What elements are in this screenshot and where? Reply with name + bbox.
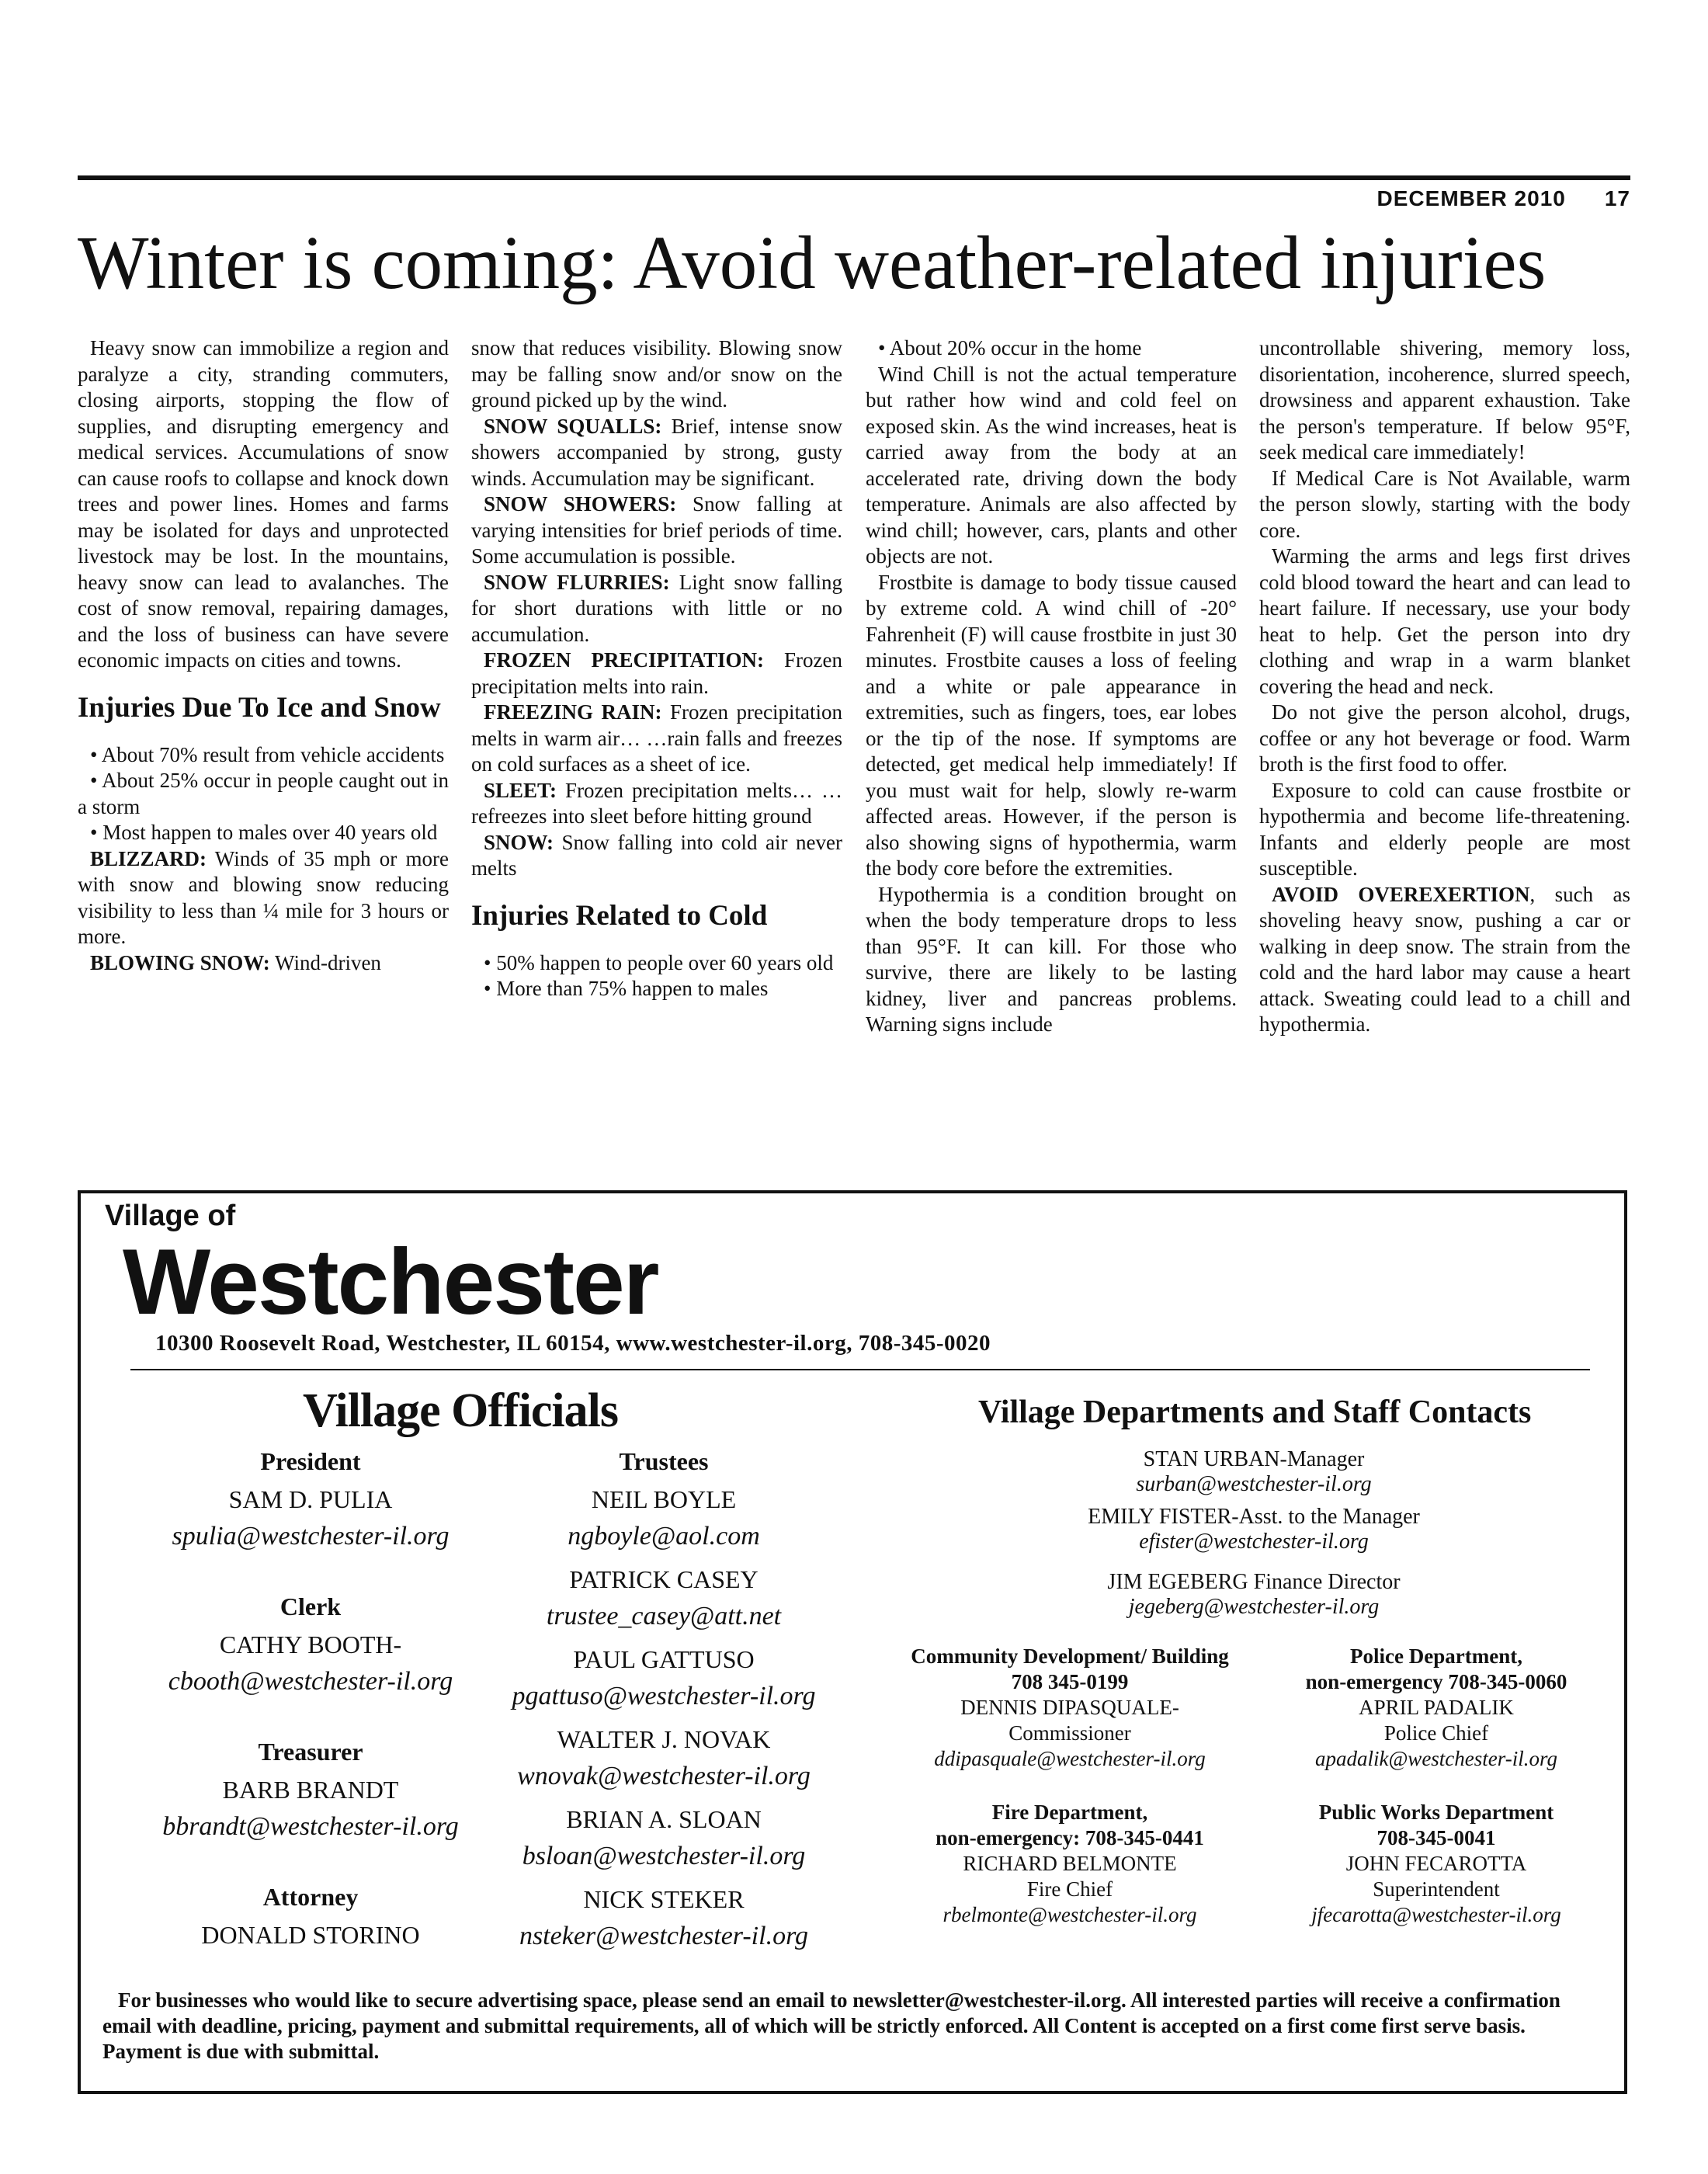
- definition-sleet: [471, 778, 842, 830]
- trustees-list: [462, 1447, 866, 1951]
- divider: [130, 1369, 1590, 1370]
- staff-contact: [1002, 1447, 1506, 1497]
- definition-text: Frozen precipitation melts in warm air… …rain falls and freezes on cold surfaces as a sheet of ice.: [471, 700, 842, 776]
- trustee-email[interactable]: bsloan@westchester-il.org: [522, 1842, 806, 1870]
- official-treasurer: [109, 1738, 512, 1842]
- term: AVOID OVEREXERTION: [1272, 882, 1530, 906]
- term: SLEET:: [484, 778, 557, 802]
- official-attorney: [109, 1883, 512, 1957]
- dept-title: Police Chief: [1383, 1721, 1489, 1745]
- paragraph: Frostbite is damage to body tissue caused by extreme cold. A wind chill of -20° Fahrenheit (F) will cause frostbite in just 30 minutes. Frostbite causes a loss of feeling and a white or pale appearance in extremities, such as fingers, toes, ear lobes or the tip of the nose. If symptoms are detected, get medical help immediately! If you must wait for help, slowly re-warm affected areas. However, if the person is also showing signs of hypothermia, warm the body core before the extremities.: [866, 570, 1237, 880]
- dept-phone: 708-345-0041: [1376, 1826, 1496, 1849]
- dept-contact: APRIL PADALIK: [1359, 1696, 1514, 1719]
- role-label: Clerk: [279, 1592, 342, 1620]
- village-address: 10300 Roosevelt Road, Westchester, IL 60154, www.westchester-il.org, 708-345-0020: [155, 1331, 991, 1356]
- paragraph-text: , such as shoveling heavy snow, pushing a car or walking in deep snow. The strain from the cold and the hard labor may cause a heart attack. Sweating could lead to a chill and hypothermia.: [1259, 882, 1630, 1036]
- definition-text: Brief, intense snow showers accompanied by strong, gusty winds. Accumulation may be significant.: [471, 414, 842, 490]
- official-name: DONALD STORINO: [201, 1921, 420, 1949]
- bullet-item: • About 20% occur in the home: [878, 336, 1142, 359]
- staff-name: EMILY FISTER-Asst. to the Manager: [1088, 1505, 1420, 1529]
- official-president: [109, 1447, 512, 1551]
- bullet-item: • 50% happen to people over 60 years old: [484, 950, 834, 974]
- definition-text: Frozen precipitation melts… …refreezes into sleet before hitting ground: [471, 778, 842, 828]
- paragraph: Wind Chill is not the actual temperature but rather how wind and cold feel on exposed skin. As the wind increases, heat is carried away from the body at an accelerated rate, driving down the body temperature. Animals are also affected by wind chill; however, cars, plants and other objects are not.: [866, 362, 1237, 568]
- trustee: [462, 1485, 866, 1551]
- page-number: 17: [1604, 186, 1630, 210]
- village-of-label: Village of: [105, 1200, 236, 1232]
- dept-community-development: [907, 1644, 1233, 1772]
- role-label: Attorney: [262, 1883, 359, 1911]
- trustee: [462, 1885, 866, 1951]
- trustee-name: WALTER J. NOVAK: [557, 1725, 771, 1753]
- staff-name: STAN URBAN-Manager: [1143, 1447, 1365, 1471]
- definition-frozen-precipitation: [471, 648, 842, 700]
- paragraph: Heavy snow can immobilize a region and paralyze a city, stranding commuters, closing airports, stopping the flow of supplies, and disrupting emergency and medical services. Accumulations of snow can cause roofs to collapse and knock down trees and power lines. Homes and farms may be isolated for days and unprotected livestock may be lost. In the mountains, heavy snow can lead to avalanches. The cost of snow removal, repairing damages, and the loss of business can have severe economic impacts on cities and towns.: [78, 336, 449, 672]
- term: SNOW SHOWERS:: [484, 492, 677, 516]
- trustee-email[interactable]: wnovak@westchester-il.org: [517, 1762, 811, 1790]
- dept-email[interactable]: jfecarotta@westchester-il.org: [1311, 1903, 1561, 1926]
- definition-snow: [471, 830, 842, 882]
- dept-name: Community Development/ Building: [911, 1644, 1229, 1668]
- staff-contact: [1002, 1505, 1506, 1554]
- section-heading: Injuries Due To Ice and Snow: [78, 691, 441, 724]
- bullet-item: • About 70% result from vehicle accidents: [90, 742, 445, 766]
- definition-text: Light snow falling for short durations with little or no accumulation.: [471, 570, 842, 646]
- staff-email[interactable]: efister@westchester-il.org: [1139, 1530, 1369, 1554]
- village-name: Westchester: [123, 1230, 658, 1334]
- trustee: [462, 1725, 866, 1791]
- dept-fire: [907, 1800, 1233, 1928]
- trustee-name: NICK STEKER: [583, 1885, 745, 1913]
- staff-email[interactable]: jegeberg@westchester-il.org: [1128, 1595, 1380, 1619]
- header-rule: [78, 175, 1630, 180]
- dept-name: Police Department,: [1350, 1644, 1522, 1668]
- official-email[interactable]: bbrandt@westchester-il.org: [162, 1812, 459, 1841]
- trustee-email[interactable]: pgattuso@westchester-il.org: [512, 1682, 816, 1710]
- trustee-email[interactable]: trustee_casey@att.net: [546, 1602, 782, 1630]
- bullet-item: • More than 75% happen to males: [484, 977, 769, 1000]
- official-email[interactable]: cbooth@westchester-il.org: [168, 1667, 453, 1696]
- definition-snow-flurries: [471, 570, 842, 648]
- dept-public-works: [1273, 1800, 1599, 1928]
- paragraph-avoid-overexertion: [1259, 882, 1630, 1038]
- dept-email[interactable]: rbelmonte@westchester-il.org: [943, 1903, 1197, 1926]
- dept-name: Fire Department,: [991, 1801, 1148, 1824]
- term: SNOW SQUALLS:: [484, 414, 662, 438]
- paragraph: Exposure to cold can cause frostbite or hypothermia and become life-threatening. Infants and elderly people are most susceptible.: [1259, 778, 1630, 880]
- article-column-2: [471, 335, 842, 1002]
- paragraph: Do not give the person alcohol, drugs, coffee or any hot beverage or food. Warm broth is the first food to offer.: [1259, 700, 1630, 776]
- term: FROZEN PRECIPITATION:: [484, 648, 765, 672]
- definition-freezing-rain: [471, 700, 842, 778]
- dept-phone: non-emergency 708-345-0060: [1305, 1670, 1567, 1693]
- definition-text: Frozen precipitation melts into rain.: [471, 648, 842, 698]
- term: FREEZING RAIN:: [484, 700, 662, 724]
- definition-snow-showers: [471, 491, 842, 570]
- definition-blizzard: [78, 846, 449, 950]
- article-column-1: [78, 335, 449, 976]
- dept-contact: RICHARD BELMONTE: [963, 1852, 1177, 1875]
- issue-date: DECEMBER 2010: [1376, 186, 1566, 210]
- definition-text: Winds of 35 mph or more with snow and blowing snow reducing visibility to less than ¼ mile for 3 hours or more.: [78, 846, 449, 948]
- dept-contact: JOHN FECAROTTA: [1345, 1852, 1527, 1875]
- staff-contact: [1002, 1570, 1506, 1620]
- advertising-notice: For businesses who would like to secure advertising space, please send an email to newsletter@westchester-il.org. All interested parties will receive a confirmation email with deadline, pricing, payment and submittal requirements, all of which will be strictly enforced. All Content is accepted on a first come first serve basis. Payment is due with submittal.: [102, 1988, 1560, 2063]
- paragraph: Hypothermia is a condition brought on when the body temperature drops to less than 95°F. It can kill. For those who survive, there are likely to be lasting kidney, liver and pancreas problems. Warning signs include: [866, 882, 1237, 1036]
- term: BLIZZARD:: [90, 846, 207, 870]
- dept-phone: non-emergency: 708-345-0441: [936, 1826, 1204, 1849]
- dept-police: [1273, 1644, 1599, 1772]
- dept-name: Public Works Department: [1318, 1801, 1554, 1824]
- trustee-name: NEIL BOYLE: [591, 1485, 737, 1513]
- trustee: [462, 1565, 866, 1631]
- trustee-name: PAUL GATTUSO: [573, 1645, 755, 1673]
- trustee-email[interactable]: ngboyle@aol.com: [568, 1522, 760, 1551]
- official-name: SAM D. PULIA: [228, 1485, 393, 1513]
- paragraph: snow that reduces visibility. Blowing snow may be falling snow and/or snow on the ground picked up by the wind.: [471, 336, 842, 412]
- officials-title: Village Officials: [303, 1384, 619, 1437]
- term: BLOWING SNOW:: [90, 950, 270, 974]
- trustee-name: BRIAN A. SLOAN: [566, 1805, 762, 1833]
- official-name: BARB BRANDT: [222, 1776, 399, 1804]
- trustee: [462, 1645, 866, 1711]
- trustee-name: PATRICK CASEY: [569, 1565, 759, 1593]
- section-heading: Injuries Related to Cold: [471, 899, 768, 932]
- bullet-item: • Most happen to males over 40 years old: [90, 821, 438, 844]
- official-clerk: [109, 1592, 512, 1696]
- article-column-4: [1259, 335, 1630, 1038]
- role-label: Trustees: [619, 1447, 709, 1475]
- definition-snow-squalls: [471, 414, 842, 492]
- term: SNOW FLURRIES:: [484, 570, 670, 594]
- paragraph: If Medical Care is Not Available, warm the person slowly, starting with the body core.: [1259, 466, 1630, 542]
- role-label: Treasurer: [258, 1738, 363, 1766]
- paragraph: Warming the arms and legs first drives cold blood toward the heart and can lead to heart failure. If necessary, use your body heat to help. Get the person into dry clothing and wrap in a warm blanket covering the head and neck.: [1259, 544, 1630, 698]
- trustee-email[interactable]: nsteker@westchester-il.org: [519, 1922, 809, 1950]
- dept-title: Fire Chief: [1026, 1877, 1113, 1901]
- departments-title: Village Departments and Staff Contacts: [978, 1394, 1532, 1430]
- bullet-item: • About 25% occur in people caught out in a storm: [78, 769, 449, 818]
- staff-name: JIM EGEBERG Finance Director: [1107, 1570, 1401, 1594]
- paragraph: uncontrollable shivering, memory loss, disorientation, incoherence, slurred speech, drowsiness and apparent exhaustion. Take the person's temperature. If below 95°F, seek medical care immediately!: [1259, 336, 1630, 464]
- dept-email[interactable]: apadalik@westchester-il.org: [1314, 1747, 1557, 1770]
- dept-title: Superintendent: [1373, 1877, 1500, 1901]
- definition-text: Snow falling into cold air never melts: [471, 830, 842, 880]
- trustee: [462, 1805, 866, 1871]
- dept-contact: DENNIS DIPASQUALE-: [960, 1696, 1179, 1719]
- role-label: President: [260, 1447, 361, 1475]
- definition-text: Wind-driven: [269, 950, 381, 974]
- term: SNOW:: [484, 830, 554, 854]
- official-name: CATHY BOOTH-: [219, 1630, 402, 1658]
- dept-phone: 708 345-0199: [1011, 1670, 1129, 1693]
- article-column-3: [866, 335, 1237, 1038]
- dateline: [1377, 186, 1630, 211]
- dept-email[interactable]: ddipasquale@westchester-il.org: [934, 1747, 1206, 1770]
- official-email[interactable]: spulia@westchester-il.org: [172, 1522, 450, 1551]
- definition-blowing-snow: [78, 950, 449, 977]
- staff-email[interactable]: surban@westchester-il.org: [1136, 1472, 1372, 1496]
- definition-text: Snow falling at varying intensities for brief periods of time. Some accumulation is possible.: [471, 492, 843, 568]
- headline: Winter is coming: Avoid weather-related injuries: [78, 221, 1547, 304]
- dept-title: Commissioner: [1008, 1721, 1131, 1745]
